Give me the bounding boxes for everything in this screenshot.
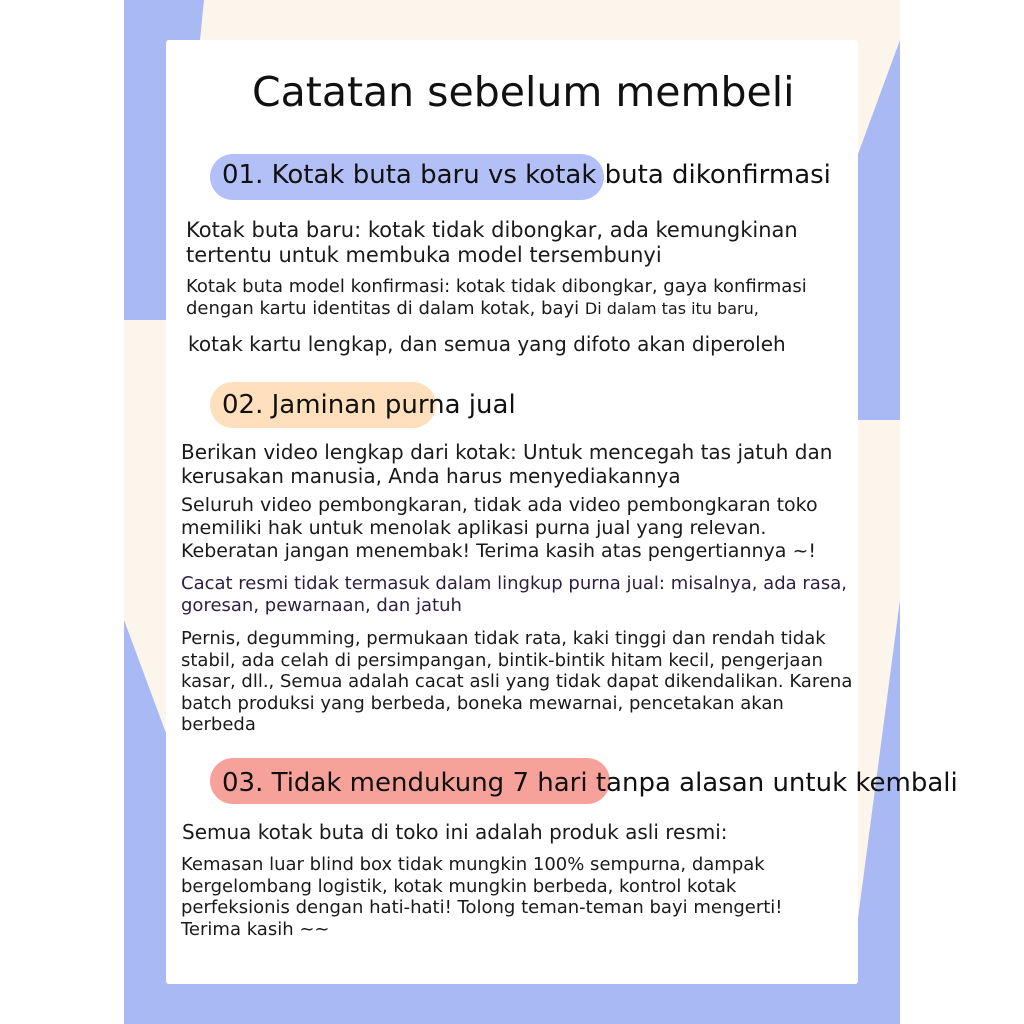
section-3-heading: 03. Tidak mendukung 7 hari tanpa alasan untuk kembali [222, 768, 958, 798]
section-2-para-1: Berikan video lengkap dari kotak: Untuk mencegah tas jatuh dan kerusakan manusia, Anda harus menyediakannya [181, 440, 833, 488]
section-1-para-2 [186, 276, 850, 319]
section-1-para-2-small: Di dalam tas itu baru, [584, 298, 759, 318]
section-2-para-4: Pernis, degumming, permukaan tidak rata, kaki tinggi dan rendah tidak stabil, ada celah di persimpangan, bintik-bintik hitam kecil, pengerjaan kasar, dll., Semua adalah cacat asli yang tidak dapat dikendalikan. Karena batch produksi yang berbeda, boneka mewarnai, pencetakan akan berbeda [181, 628, 853, 736]
section-1-para-1: Kotak buta baru: kotak tidak dibongkar, ada kemungkinan tertentu untuk membuka model tersembunyi [186, 218, 798, 268]
section-2-heading: 02. Jaminan purna jual [222, 390, 516, 420]
section-3-para-1: Semua kotak buta di toko ini adalah produk asli resmi: [182, 820, 728, 844]
decorative-band [124, 984, 900, 1024]
section-1-heading: 01. Kotak buta baru vs kotak buta dikonfirmasi [222, 160, 831, 190]
section-1-para-2-main: Kotak buta model konfirmasi: kotak tidak dibongkar, gaya konfirmasi dengan kartu identitas di dalam kotak, bayi [186, 276, 807, 319]
section-2-para-3: Cacat resmi tidak termasuk dalam lingkup purna jual: misalnya, ada rasa, goresan, pewarnaan, dan jatuh [181, 573, 847, 616]
section-3-para-2: Kemasan luar blind box tidak mungkin 100% sempurna, dampak bergelombang logistik, kotak mungkin berbeda, kontrol kotak perfeksionis dengan hati-hati! Tolong teman-teman bayi mengerti! Terima kasih ~~ [181, 854, 783, 940]
notice-card [166, 40, 958, 984]
section-2-para-2: Seluruh video pembongkaran, tidak ada video pembongkaran toko memiliki hak untuk menolak aplikasi purna jual yang relevan. Keberatan jangan menembak! Terima kasih atas pengertiannya ~! [181, 494, 818, 562]
page-title: Catatan sebelum membeli [252, 68, 795, 116]
section-1-para-3: kotak kartu lengkap, dan semua yang difoto akan diperoleh [188, 332, 786, 356]
